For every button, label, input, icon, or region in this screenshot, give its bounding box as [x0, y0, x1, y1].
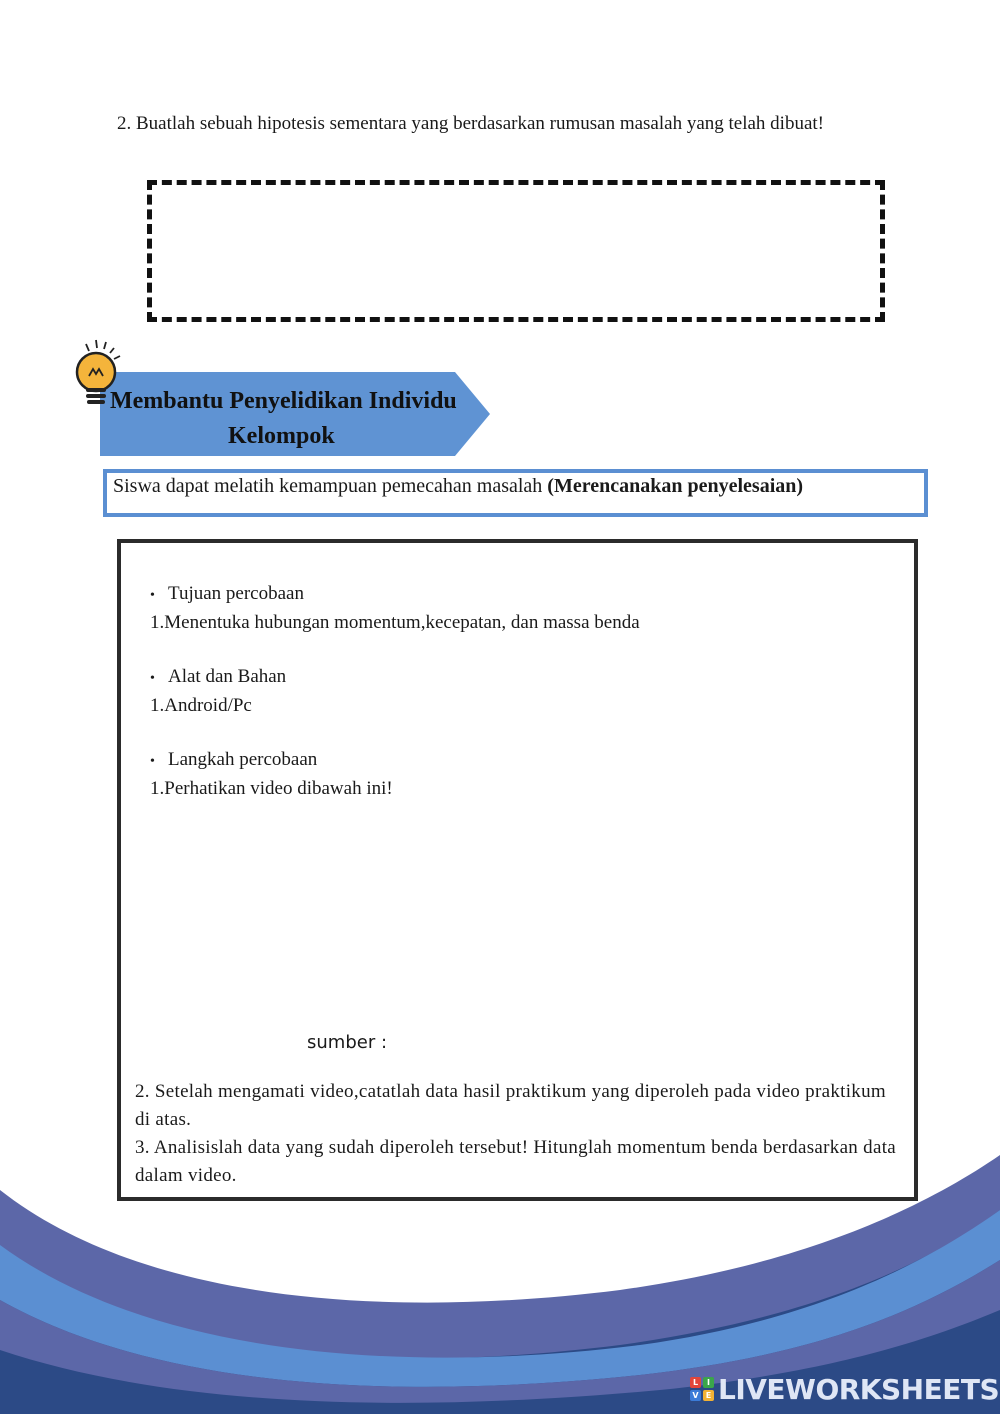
- liveworksheets-logo[interactable]: [690, 1372, 999, 1406]
- logo-text: LIVEWORKSHEETS: [718, 1372, 1000, 1406]
- learning-goal-bold: (Merencanakan penyelesaian): [547, 475, 804, 497]
- instructions: [135, 1078, 905, 1190]
- bullet-icon: •: [150, 754, 155, 769]
- bullet-icon: •: [150, 588, 155, 603]
- section-heading: Alat dan Bahan: [168, 666, 287, 687]
- section-langkah: [150, 746, 393, 802]
- section-title-line1: Membantu Penyelidikan Individu: [110, 388, 457, 414]
- section-title-line2: Kelompok: [228, 423, 335, 449]
- section-tujuan: [150, 580, 640, 636]
- section-heading: Langkah percobaan: [168, 749, 318, 770]
- learning-goal-plain: Siswa dapat melatih kemampuan pemecahan masalah: [113, 475, 548, 497]
- bullet-icon: •: [150, 671, 155, 686]
- hypothesis-answer-box[interactable]: [147, 180, 885, 322]
- section-item: 1.Perhatikan video dibawah ini!: [150, 778, 393, 799]
- logo-icon: L I V E: [690, 1377, 714, 1401]
- source-label: sumber :: [307, 1032, 388, 1053]
- section-alat: [150, 663, 286, 719]
- section-item: 1.Menentuka hubungan momentum,kecepatan, dan massa benda: [150, 612, 640, 633]
- instruction-item-2: 2. Setelah mengamati video,catatlah data hasil praktikum yang diperoleh pada video praktikum di atas.: [135, 1081, 886, 1130]
- instruction-item-3: 3. Analisislah data yang sudah diperoleh tersebut! Hitunglah momentum benda berdasarkan data dalam video.: [135, 1137, 897, 1186]
- section-heading: Tujuan percobaan: [168, 583, 304, 604]
- section-title: [100, 384, 470, 454]
- question-2-text: 2. Buatlah sebuah hipotesis sementara yang berdasarkan rumusan masalah yang telah dibuat!: [117, 113, 824, 134]
- section-item: 1.Android/Pc: [150, 695, 252, 716]
- learning-goal-text: [113, 472, 918, 500]
- lightbulb-icon: [70, 338, 130, 408]
